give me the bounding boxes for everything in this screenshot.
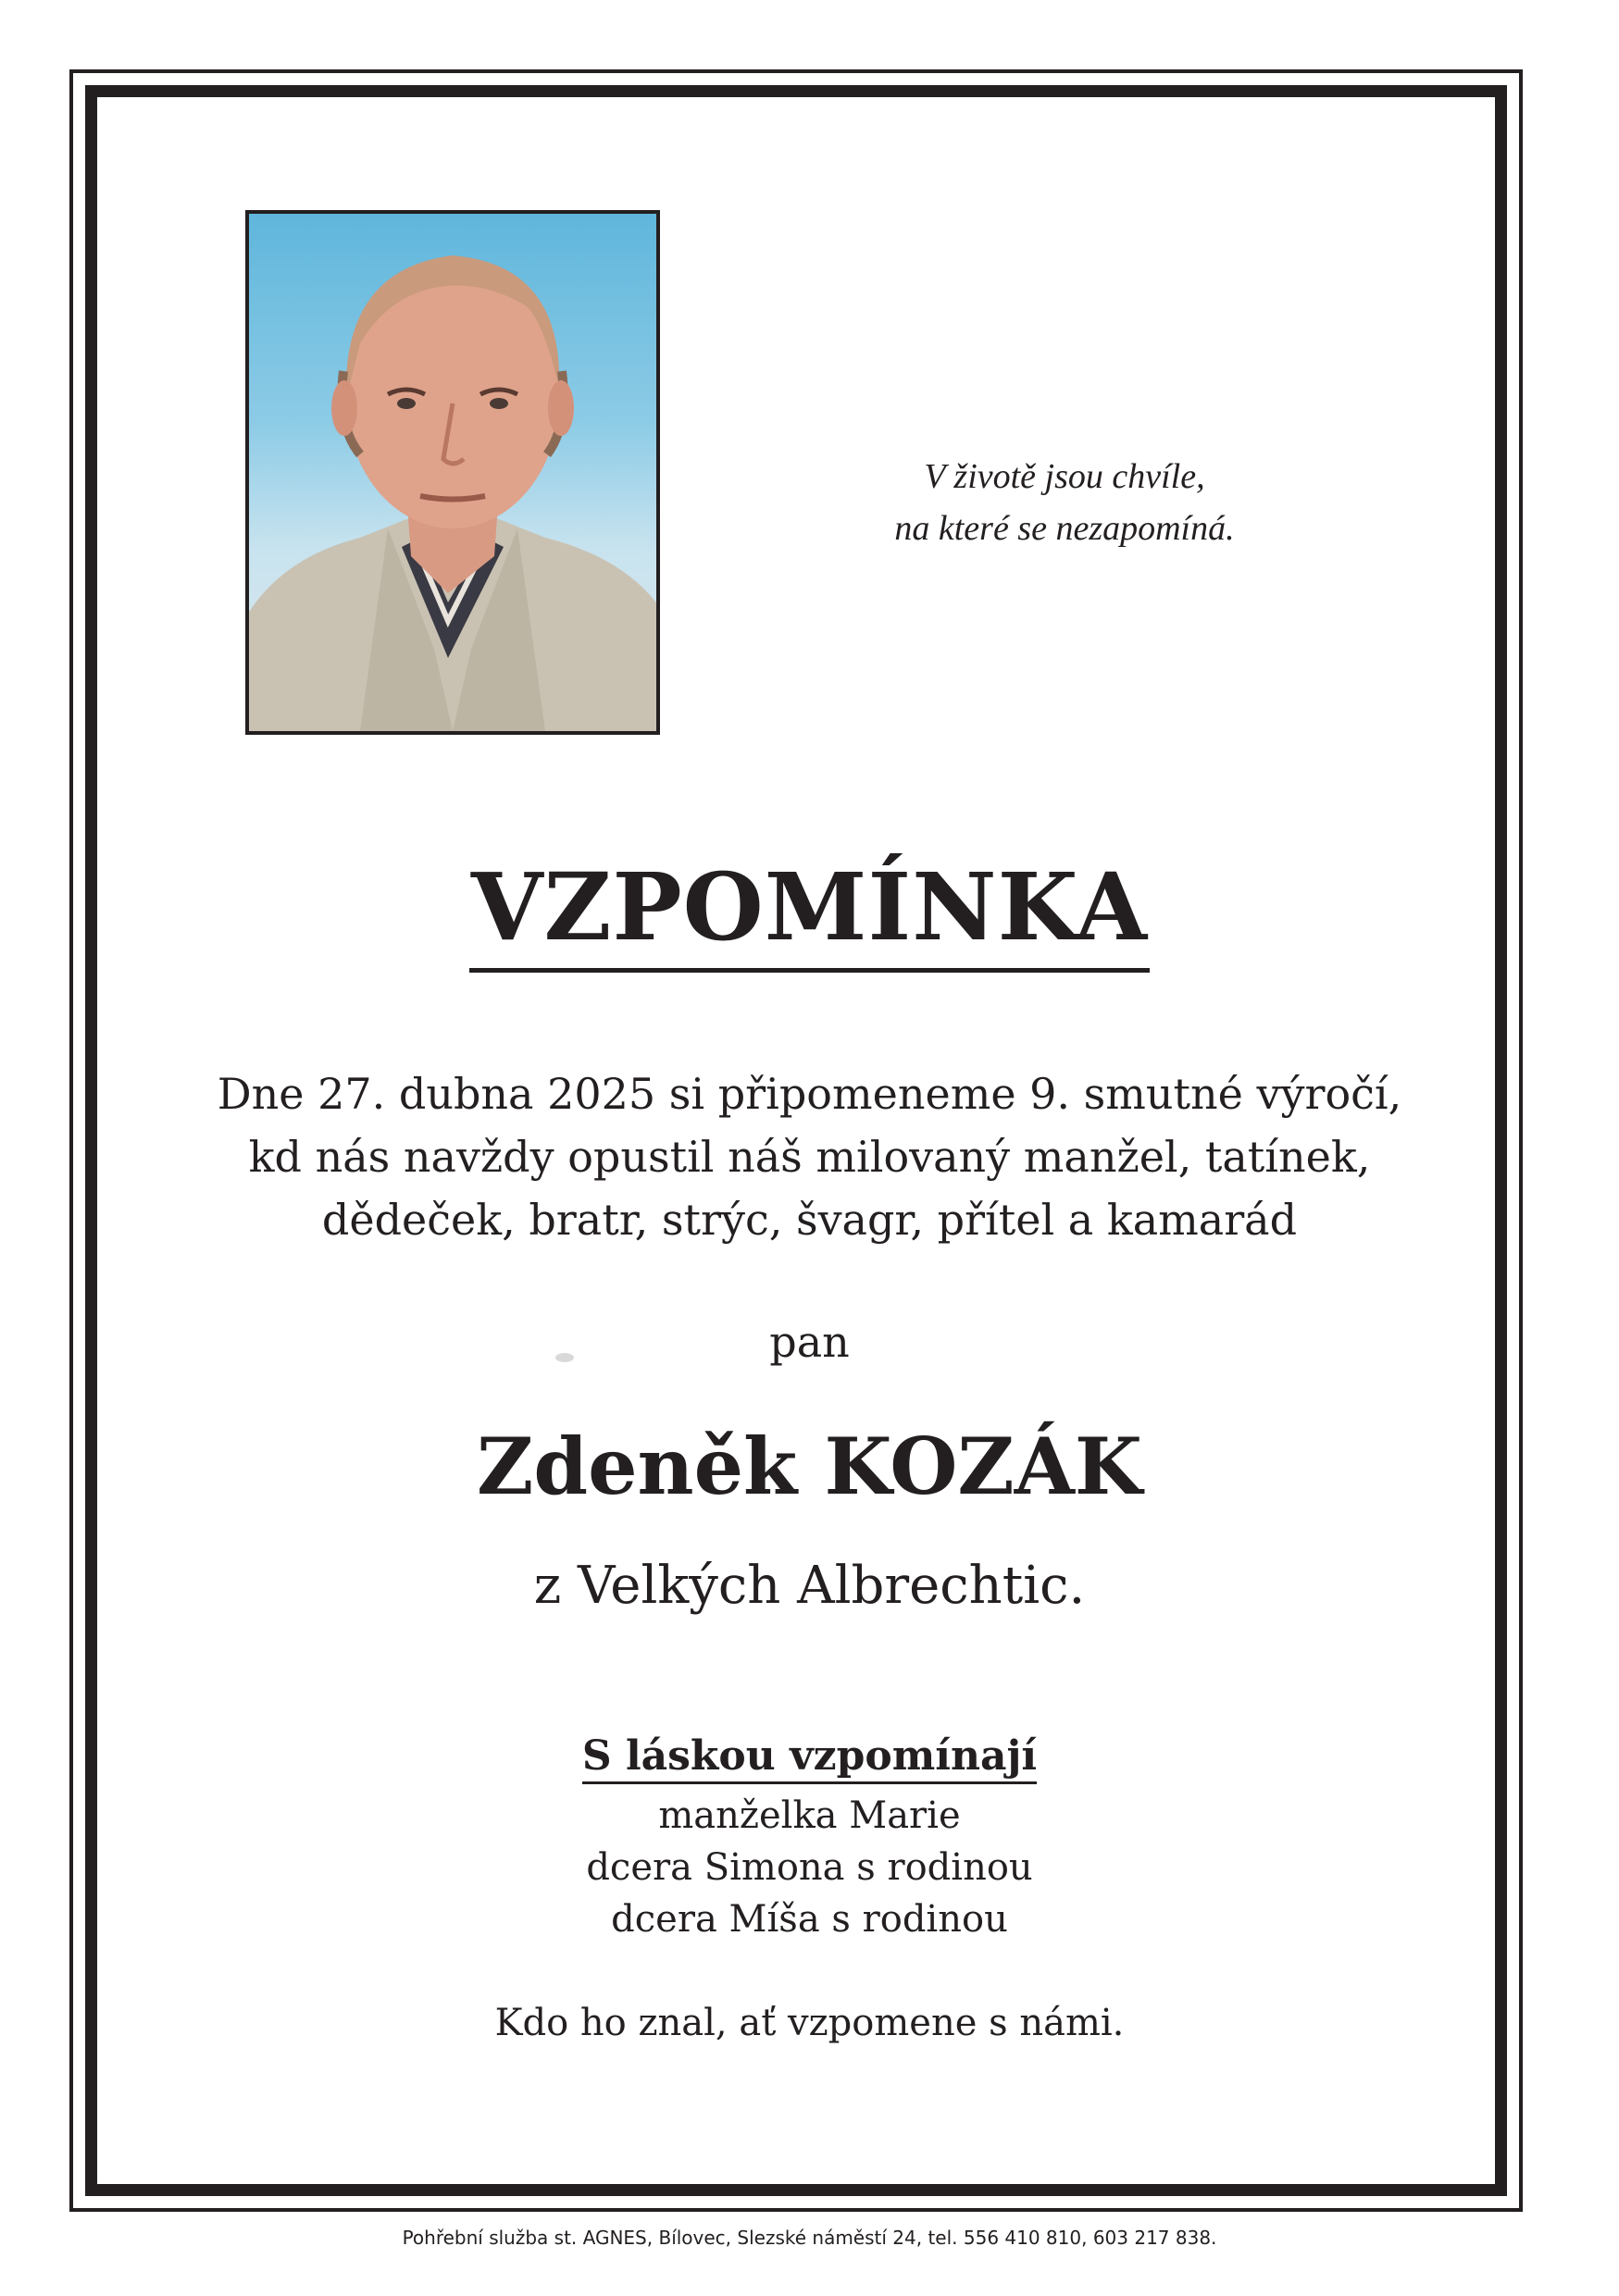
mourners-heading xyxy=(0,1729,1619,1784)
intro-line-3: dědeček, bratr, strýc, švagr, přítel a kamarád xyxy=(321,1195,1298,1245)
portrait-photo xyxy=(245,210,660,735)
title-text: VZPOMÍNKA xyxy=(469,851,1150,973)
mourners-list xyxy=(0,1790,1619,1945)
origin: z Velkých Albrechtic. xyxy=(533,1556,1086,1616)
motto xyxy=(787,451,1342,554)
list-item: dcera Míša s rodinou xyxy=(611,1898,1008,1941)
mourners-heading-text: S láskou vzpomínají xyxy=(582,1732,1037,1784)
deceased-name: Zdeněk KOZÁK xyxy=(477,1421,1142,1512)
intro-line-2: kd nás navždy opustil náš milovaný manžel, tatínek, xyxy=(248,1132,1371,1182)
list-item: manželka Marie xyxy=(658,1794,961,1837)
footer: Pohřební služba st. AGNES, Bílovec, Slezské náměstí 24, tel. 556 410 810, 603 217 838. xyxy=(402,2227,1217,2249)
intro-line-1: Dne 27. dubna 2025 si připomeneme 9. smutné výročí, xyxy=(217,1069,1402,1119)
motto-line-2: na které se nezapomíná. xyxy=(894,509,1235,548)
intro-text xyxy=(0,1062,1619,1251)
honorific: pan xyxy=(769,1317,850,1367)
portrait-illustration xyxy=(249,214,656,731)
list-item: dcera Simona s rodinou xyxy=(586,1846,1033,1889)
closing-line: Kdo ho znal, ať vzpomene s námi. xyxy=(494,2002,1125,2044)
page-title xyxy=(0,851,1619,973)
motto-line-1: V životě jsou chvíle, xyxy=(924,457,1205,496)
